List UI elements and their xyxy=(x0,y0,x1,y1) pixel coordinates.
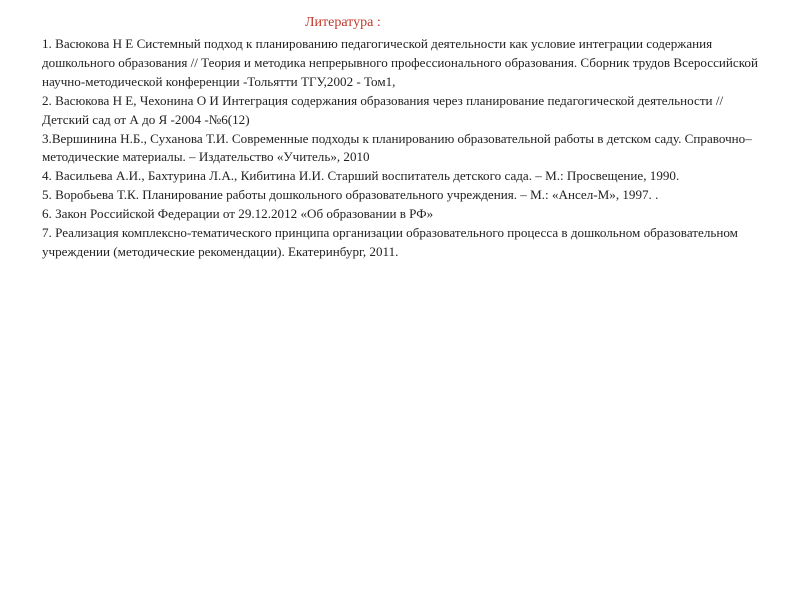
reference-list xyxy=(42,35,766,262)
reference-item-2: 2. Васюкова Н Е, Чехонина О И Интеграция содержания образования через планирование педагогической деятельности // Детский сад от А до Я -2004 -№6(12) xyxy=(42,92,724,127)
reference-item-6: 6. Закон Российской Федерации от 29.12.2012 «Об образовании в РФ» xyxy=(42,206,434,222)
reference-item-4: 4. Васильева А.И., Бахтурина Л.А., Кибитина И.И. Старший воспитатель детского сада. – М.: Просвещение, 1990. xyxy=(42,168,680,184)
reference-item-3: 3.Вершинина Н.Б., Суханова Т.И. Современные подходы к планированию образовательной работы в детском саду. Справочно–методические материалы. – Издательство «Учитель», 2010 xyxy=(42,130,752,165)
bibliography-heading: Литература : xyxy=(305,15,381,30)
reference-item-5: 5. Воробьева Т.К. Планирование работы дошкольного образовательного учреждения. – М.: «Ансел-М», 1997. . xyxy=(42,187,659,203)
reference-item-7: 7. Реализация комплексно-тематического принципа организации образовательного процесса в дошкольном образовательном учреждении (методические рекомендации). Екатеринбург, 2011. xyxy=(42,225,738,259)
reference-item-1: 1. Васюкова Н Е Системный подход к планированию педагогической деятельности как условие интеграции содержания дошкольного образования // Теория и методика непрерывного профессионального образования. Сборник трудов Всероссийской научно-методической конференции -Тольятти ТГУ,2002 - Том1, xyxy=(42,36,758,89)
